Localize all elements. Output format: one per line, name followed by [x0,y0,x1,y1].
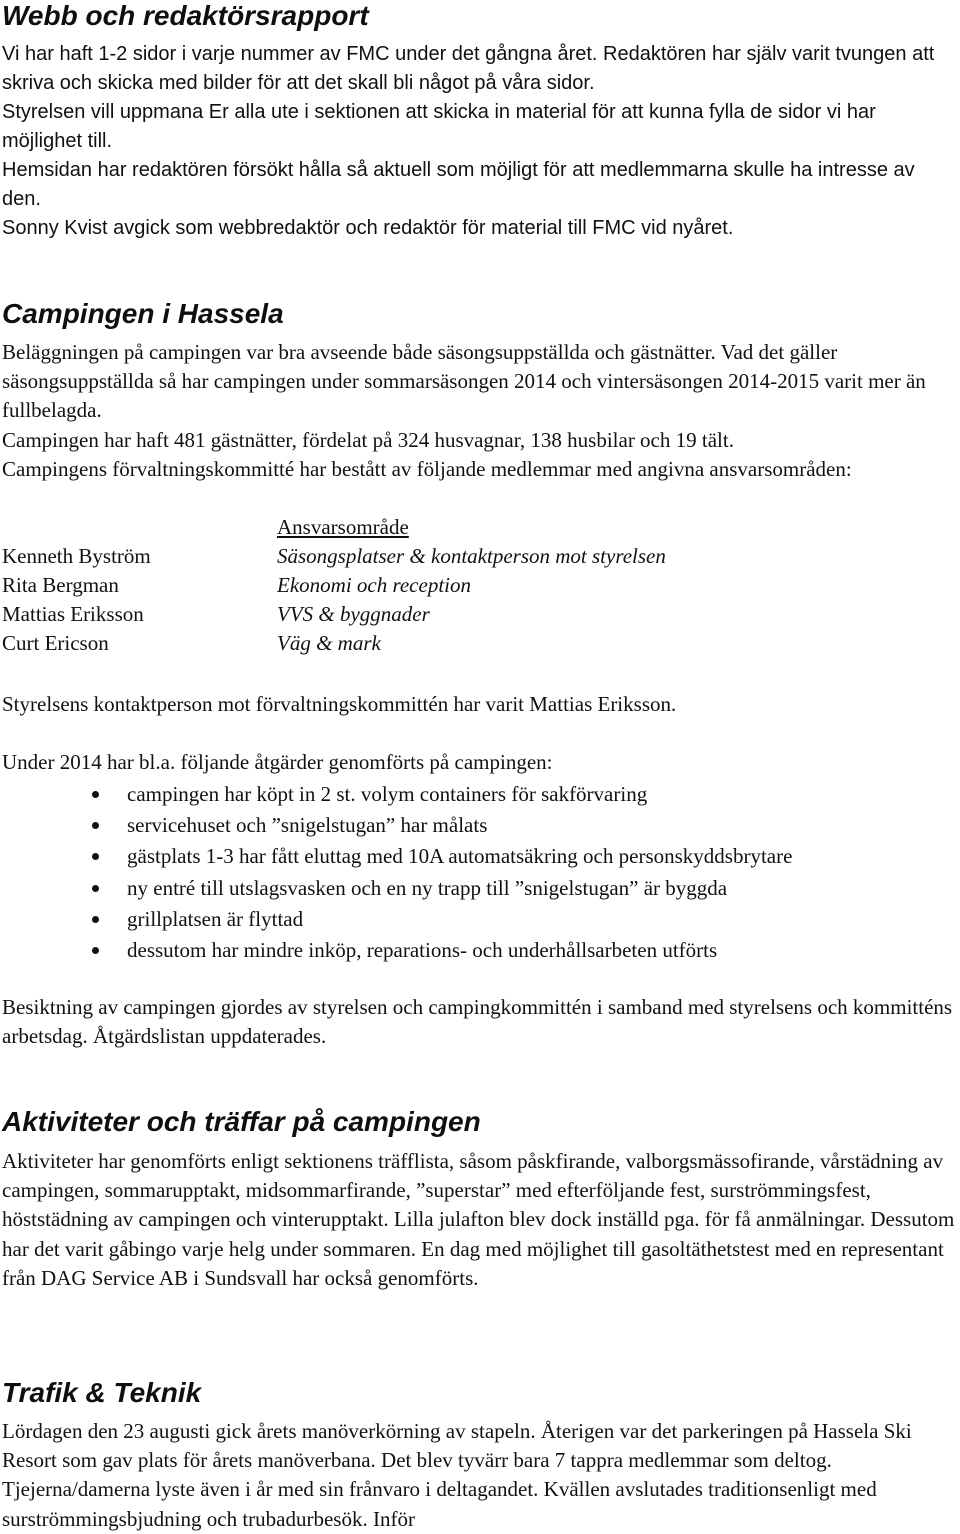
paragraph-committee-intro: Campingens förvaltningskommitté har bestått av följande medlemmar med angivna ansvarsområden: [2,457,852,481]
committee-row [2,631,957,660]
committee-row [2,573,957,602]
column-header-area: Ansvarsområde [277,515,409,539]
bullet-icon [92,947,99,954]
member-area: Väg & mark [277,631,381,655]
member-area: VVS & byggnader [277,602,430,626]
list-item: ny entré till utslagsvasken och en ny trapp till ”snigelstugan” är byggda [0,873,792,904]
paragraph-camping-intro: Beläggningen på campingen var bra avseende både säsongsuppställda och gästnätter. Vad det gäller säsongsuppställda så har campingen under sommarsäsongen 2014 och vintersäsongen 2014-2015 varit mer än fullbelagda. [2,340,926,423]
paragraph-webb-4: Sonny Kvist avgick som webbredaktör och redaktör för material till FMC vid nyåret. [2,217,734,239]
paragraph-inspection: Besiktning av campingen gjordes av styrelsen och campingkommittén i samband med styrelsens och kommitténs arbetsdag. Åtgärdslistan uppdaterades. [2,995,953,1049]
member-name: Mattias Eriksson [2,602,144,626]
committee-row [2,544,957,573]
actions-list [0,779,792,966]
bullet-icon [92,885,99,892]
heading-camping: Campingen i Hassela [2,298,284,329]
member-area: Ekonomi och reception [277,573,471,597]
heading-webb: Webb och redaktörsrapport [2,0,369,31]
committee-table-header [2,515,957,544]
paragraph-contact: Styrelsens kontaktperson mot förvaltningskommittén har varit Mattias Eriksson. [2,692,677,716]
member-name: Curt Ericson [2,631,109,655]
member-name: Kenneth Byström [2,544,151,568]
paragraph-aktiviteter: Aktiviteter har genomförts enligt sektionens träfflista, såsom påskfirande, valborgsmässofirande, vårstädning av campingen, sommarupptakt, midsommarfirande, ”superstar” med efterföljande fest, surströmmingsfest, höststädning av campingen och vinterupptakt. Lilla julafton blev dock inställd pga. för få anmälningar. Dessutom har det varit gåbingo varje helg under sommaren. En dag med möjlighet till gasoltäthetstest med en representant från DAG Service AB i Sundsvall har också genomförts. [2,1149,955,1290]
bullet-icon [92,916,99,923]
list-item: grillplatsen är flyttad [0,904,792,935]
heading-aktiviteter: Aktiviteter och träffar på campingen [2,1106,481,1137]
bullet-icon [92,822,99,829]
list-item: dessutom har mindre inköp, reparations- och underhållsarbeten utförts [0,935,792,966]
bullet-icon [92,791,99,798]
paragraph-webb-3: Hemsidan har redaktören försökt hålla så aktuell som möjligt för att medlemmarna skulle ha intresse av den. [2,159,915,211]
member-area: Säsongsplatser & kontaktperson mot styrelsen [277,544,666,568]
heading-trafik: Trafik & Teknik [2,1377,202,1408]
list-item: gästplats 1-3 har fått eluttag med 10A automatsäkring och personskyddsbrytare [0,841,792,872]
list-item: campingen har köpt in 2 st. volym containers för sakförvaring [0,779,792,810]
paragraph-actions-intro: Under 2014 har bl.a. följande åtgärder genomförts på campingen: [2,750,553,774]
list-item: servicehuset och ”snigelstugan” har målats [0,810,792,841]
bullet-icon [92,853,99,860]
committee-row [2,602,957,631]
member-name: Rita Bergman [2,573,119,597]
paragraph-camping-guests: Campingen har haft 481 gästnätter, fördelat på 324 husvagnar, 138 husbilar och 19 tält. [2,428,734,452]
paragraph-webb-1: Vi har haft 1-2 sidor i varje nummer av FMC under det gångna året. Redaktören har själv varit tvungen att skriva och skicka med bilder för att det skall bli något på våra sidor. [2,43,935,95]
paragraph-webb-2: Styrelsen vill uppmana Er alla ute i sektionen att skicka in material för att kunna fylla de sidor vi har möjlighet till. [2,101,876,153]
paragraph-trafik: Lördagen den 23 augusti gick årets manöverkörning av stapeln. Återigen var det parkeringen på Hassela Ski Resort som gav plats för årets manöverbana. Det blev tyvärr bara 7 tappra medlemmar som deltog. Tjejerna/damerna lyste även i år med sin frånvaro i deltagandet. Kvällen avslutades traditionsenligt med surströmmingsbjudning och trubadurbesök. Inför [2,1419,912,1531]
